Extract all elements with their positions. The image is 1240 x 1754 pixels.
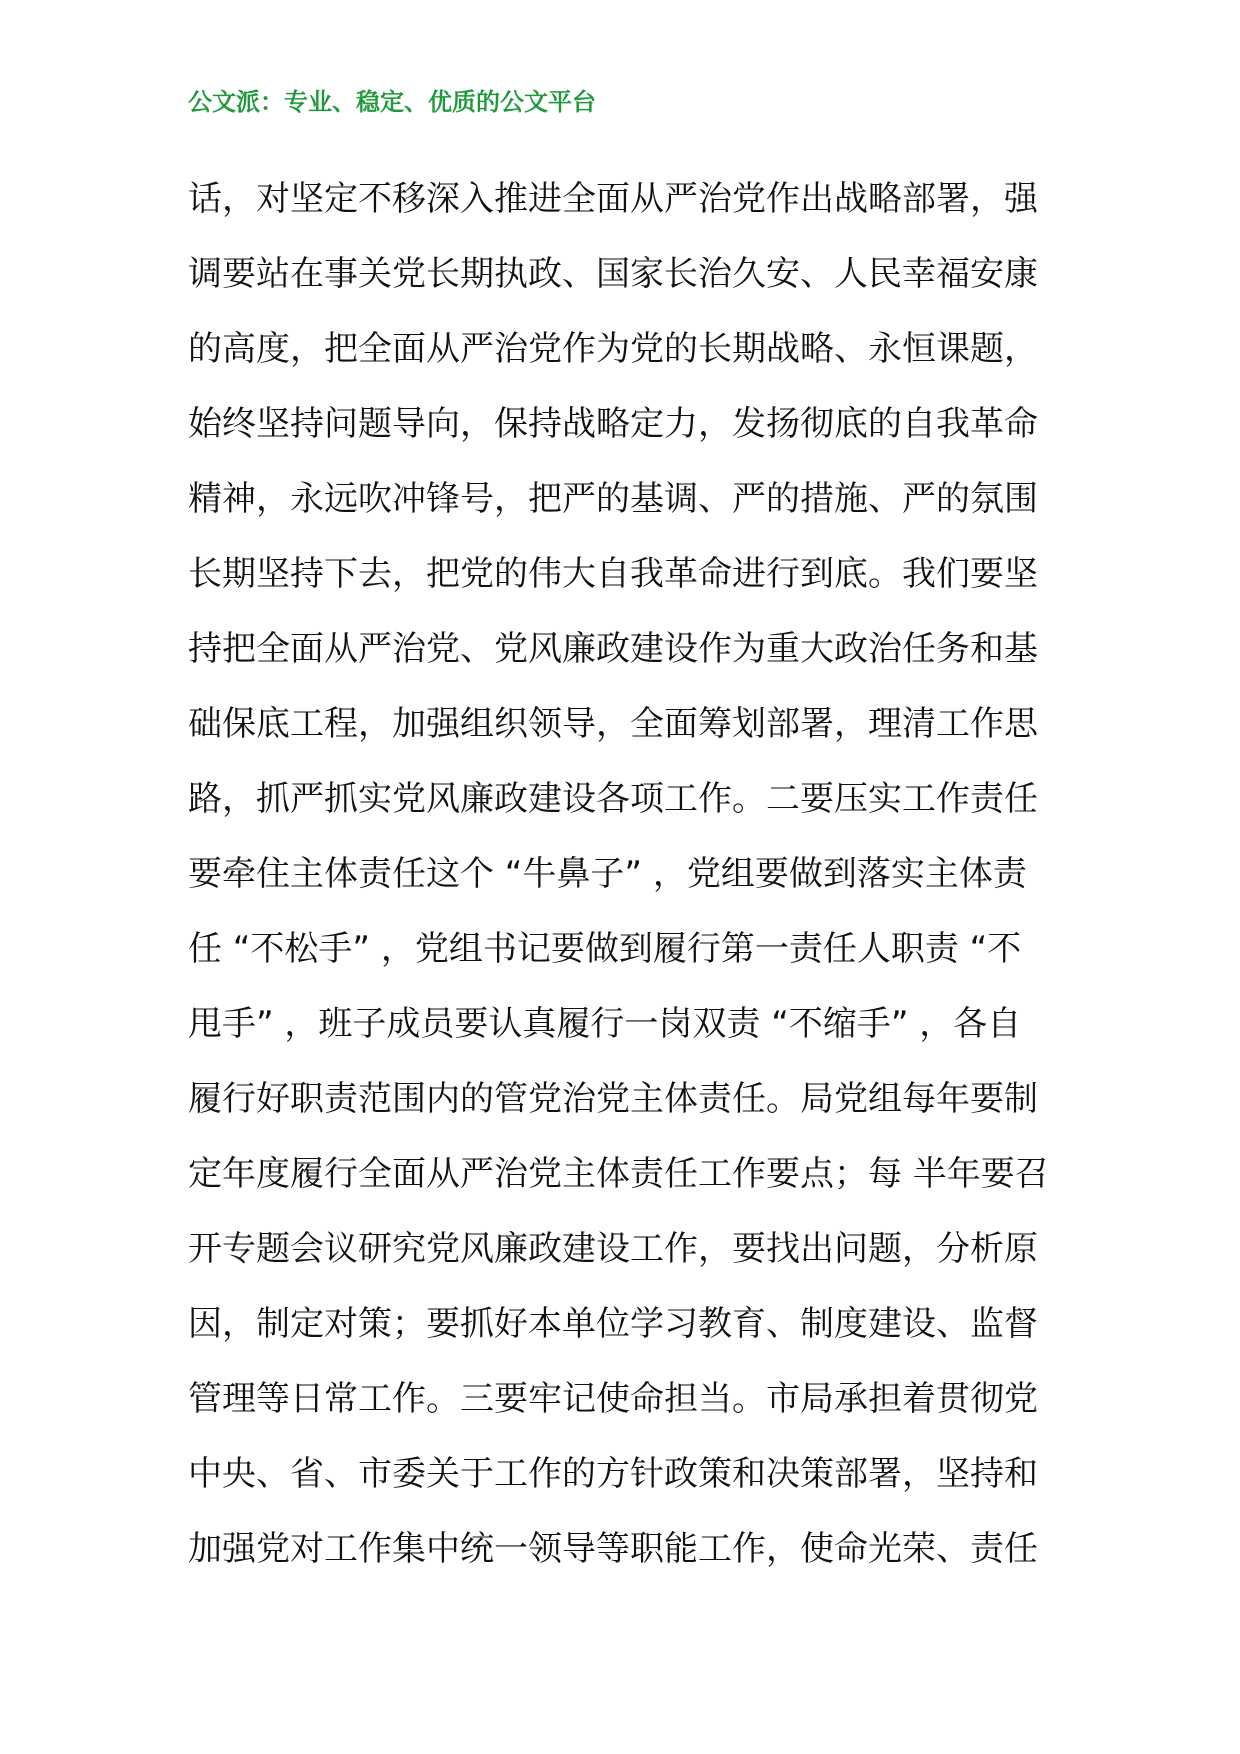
text-line: 话，对坚定不移深入推进全面从严治党作出战略部署，强	[188, 179, 1038, 219]
text-line: 调要站在事关党长期执政、国家长治久安、人民幸福安康	[188, 254, 1038, 294]
text-line: 因，制定对策；要抓好本单位学习教育、制度建设、监督	[188, 1304, 1038, 1344]
text-line: 开专题会议研究党风廉政建设工作，要找出问题，分析原	[188, 1229, 1038, 1269]
text-line: 路，抓严抓实党风廉政建设各项工作。二要压实工作责任	[188, 779, 1038, 819]
text-line: 定年度履行全面从严治党主体责任工作要点；每 半年要召	[188, 1154, 1049, 1194]
body-text	[188, 162, 1068, 1587]
text-line: 中央、省、市委关于工作的方针政策和决策部署，坚持和	[188, 1454, 1038, 1494]
text-line: 精神，永远吹冲锋号，把严的基调、严的措施、严的氛围	[188, 479, 1038, 519]
site-header: 公文派：专业、稳定、优质的公文平台	[188, 88, 596, 116]
text-line: 管理等日常工作。三要牢记使命担当。市局承担着贯彻党	[188, 1379, 1038, 1419]
text-line: 始终坚持问题导向，保持战略定力，发扬彻底的自我革命	[188, 404, 1038, 444]
text-line: 的高度，把全面从严治党作为党的长期战略、永恒课题，	[188, 329, 1038, 369]
text-line: 础保底工程，加强组织领导，全面筹划部署，理清工作思	[188, 704, 1038, 744]
text-line: 加强党对工作集中统一领导等职能工作，使命光荣、责任	[188, 1529, 1038, 1569]
text-line: 任 “不松手” ，党组书记要做到履行第一责任人职责 “不	[188, 929, 1022, 969]
text-line: 甩手” ，班子成员要认真履行一岗双责 “不缩手” ，各自	[188, 1004, 1022, 1044]
text-line: 要牵住主体责任这个 “牛鼻子” ，党组要做到落实主体责	[188, 854, 1027, 894]
text-line: 持把全面从严治党、党风廉政建设作为重大政治任务和基	[188, 629, 1038, 669]
text-line: 长期坚持下去，把党的伟大自我革命进行到底。我们要坚	[188, 554, 1038, 594]
text-line: 履行好职责范围内的管党治党主体责任。局党组每年要制	[188, 1079, 1038, 1119]
